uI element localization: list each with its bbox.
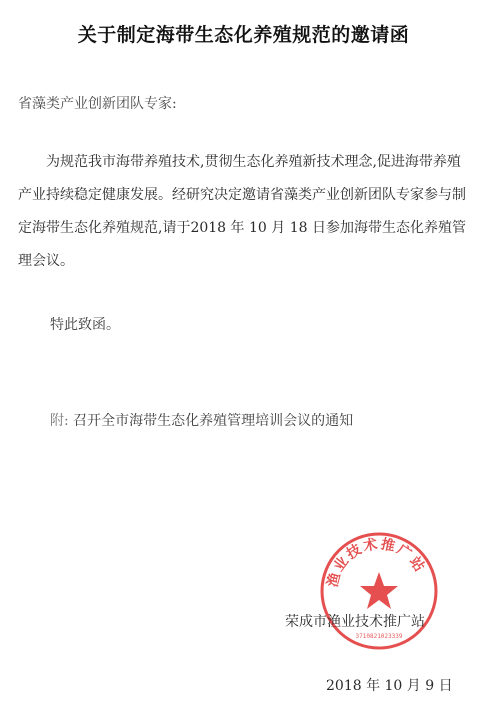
attachment-text: 召开全市海带生态化养殖管理培训会议的通知 (73, 413, 354, 429)
attachment-label: 附: (50, 413, 69, 429)
salutation: 省藻类产业创新团队专家: (18, 96, 177, 112)
attachment-line (50, 410, 353, 430)
seal-number: 3710821023339 (355, 633, 403, 640)
seal-ring-text: 渔业技术推广站 (324, 536, 429, 589)
body-paragraph: 为规范我市海带养殖技术,贯彻生态化养殖新技术理念,促进海带养殖产业持续稳定健康发展。经研究决定邀请省藻类产业创新团队专家参与制定海带生态化养殖规范,请于2018 年 10 月 18 日参加海带生态化养殖管理会议。 (18, 154, 466, 269)
closing-line: 特此致函。 (50, 317, 120, 333)
official-seal (318, 530, 440, 652)
signer-organization: 荣成市渔业技术推广站 (285, 614, 425, 630)
issue-date: 2018 年 10 月 9 日 (326, 678, 453, 694)
document-title: 关于制定海带生态化养殖规范的邀请函 (77, 24, 410, 46)
